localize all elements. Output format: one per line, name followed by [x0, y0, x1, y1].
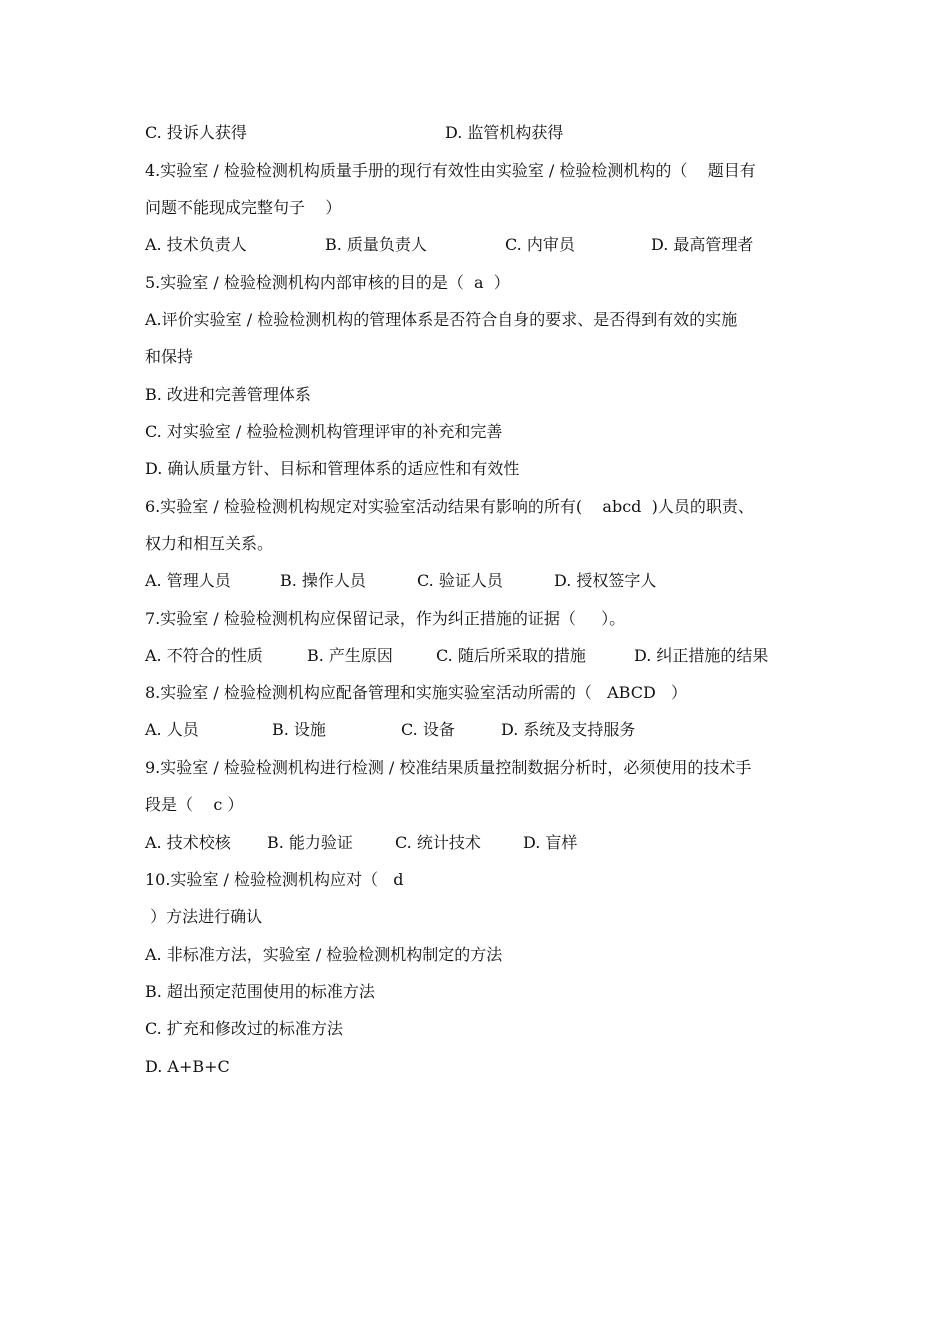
q4-option-b: B. 质量负责人	[325, 235, 427, 254]
q7-stem: 7.实验室 / 检验检测机构应保留记录，作为纠正措施的证据（ ）。	[145, 609, 626, 628]
q6-option-a: A. 管理人员	[145, 571, 231, 590]
q3-option-c: C. 投诉人获得	[145, 123, 247, 142]
q5-stem: 5.实验室 / 检验检测机构内部审核的目的是（ a ）	[145, 273, 510, 292]
q5-option-a-line-1: A.评价实验室 / 检验检测机构的管理体系是否符合自身的要求、是否得到有效的实施	[145, 310, 738, 329]
q9-stem-line-1: 9.实验室 / 检验检测机构进行检测 / 校准结果质量控制数据分析时，必须使用的技术手	[145, 758, 752, 777]
q7-option-c: C. 随后所采取的措施	[436, 646, 586, 665]
q9-option-b: B. 能力验证	[267, 833, 353, 852]
q4-stem-line-1: 4.实验室 / 检验检测机构质量手册的现行有效性由实验室 / 检验检测机构的（ 题目有	[145, 161, 756, 180]
q6-option-b: B. 操作人员	[280, 571, 366, 590]
q10-option-a: A. 非标准方法，实验室 / 检验检测机构制定的方法	[145, 945, 503, 964]
q5-option-c: C. 对实验室 / 检验检测机构管理评审的补充和完善	[145, 422, 503, 441]
q8-stem: 8.实验室 / 检验检测机构应配备管理和实施实验室活动所需的（ ABCD ）	[145, 683, 688, 702]
q3-options-cd	[145, 121, 564, 145]
q8-options	[145, 718, 636, 742]
q7-option-d: D. 纠正措施的结果	[634, 646, 769, 665]
q8-option-d: D. 系统及支持服务	[501, 720, 636, 739]
q10-option-b: B. 超出预定范围使用的标准方法	[145, 982, 375, 1001]
q10-option-c: C. 扩充和修改过的标准方法	[145, 1019, 343, 1038]
q4-option-c: C. 内审员	[505, 235, 575, 254]
q9-option-d: D. 盲样	[523, 833, 578, 852]
q9-options	[145, 831, 578, 855]
q10-option-d: D. A+B+C	[145, 1057, 230, 1076]
q8-option-b: B. 设施	[272, 720, 326, 739]
q9-option-c: C. 统计技术	[395, 833, 481, 852]
q4-option-a: A. 技术负责人	[145, 235, 247, 254]
q4-option-d: D. 最高管理者	[651, 235, 754, 254]
q8-option-c: C. 设备	[401, 720, 455, 739]
q10-stem-line-1: 10.实验室 / 检验检测机构应对（ d	[145, 870, 404, 889]
q4-stem-line-2: 问题不能现成完整句子 ）	[145, 198, 342, 217]
q7-option-a: A. 不符合的性质	[145, 646, 263, 665]
q7-options	[145, 644, 769, 668]
q8-option-a: A. 人员	[145, 720, 199, 739]
q6-option-d: D. 授权签字人	[554, 571, 657, 590]
q5-option-a-line-2: 和保持	[145, 347, 194, 366]
q6-option-c: C. 验证人员	[417, 571, 503, 590]
q9-option-a: A. 技术校核	[145, 833, 231, 852]
q9-stem-line-2: 段是（ c ）	[145, 795, 244, 814]
q4-options	[145, 233, 754, 257]
q6-stem-line-1: 6.实验室 / 检验检测机构规定对实验室活动结果有影响的所有( abcd )人员的职责、	[145, 497, 754, 516]
q3-option-d: D. 监管机构获得	[445, 123, 564, 142]
q7-option-b: B. 产生原因	[307, 646, 393, 665]
q5-option-d: D. 确认质量方针、目标和管理体系的适应性和有效性	[145, 459, 520, 478]
q10-stem-line-2: ）方法进行确认	[145, 907, 263, 926]
q6-stem-line-2: 权力和相互关系。	[145, 534, 274, 553]
q6-options	[145, 569, 657, 593]
q5-option-b: B. 改进和完善管理体系	[145, 385, 311, 404]
